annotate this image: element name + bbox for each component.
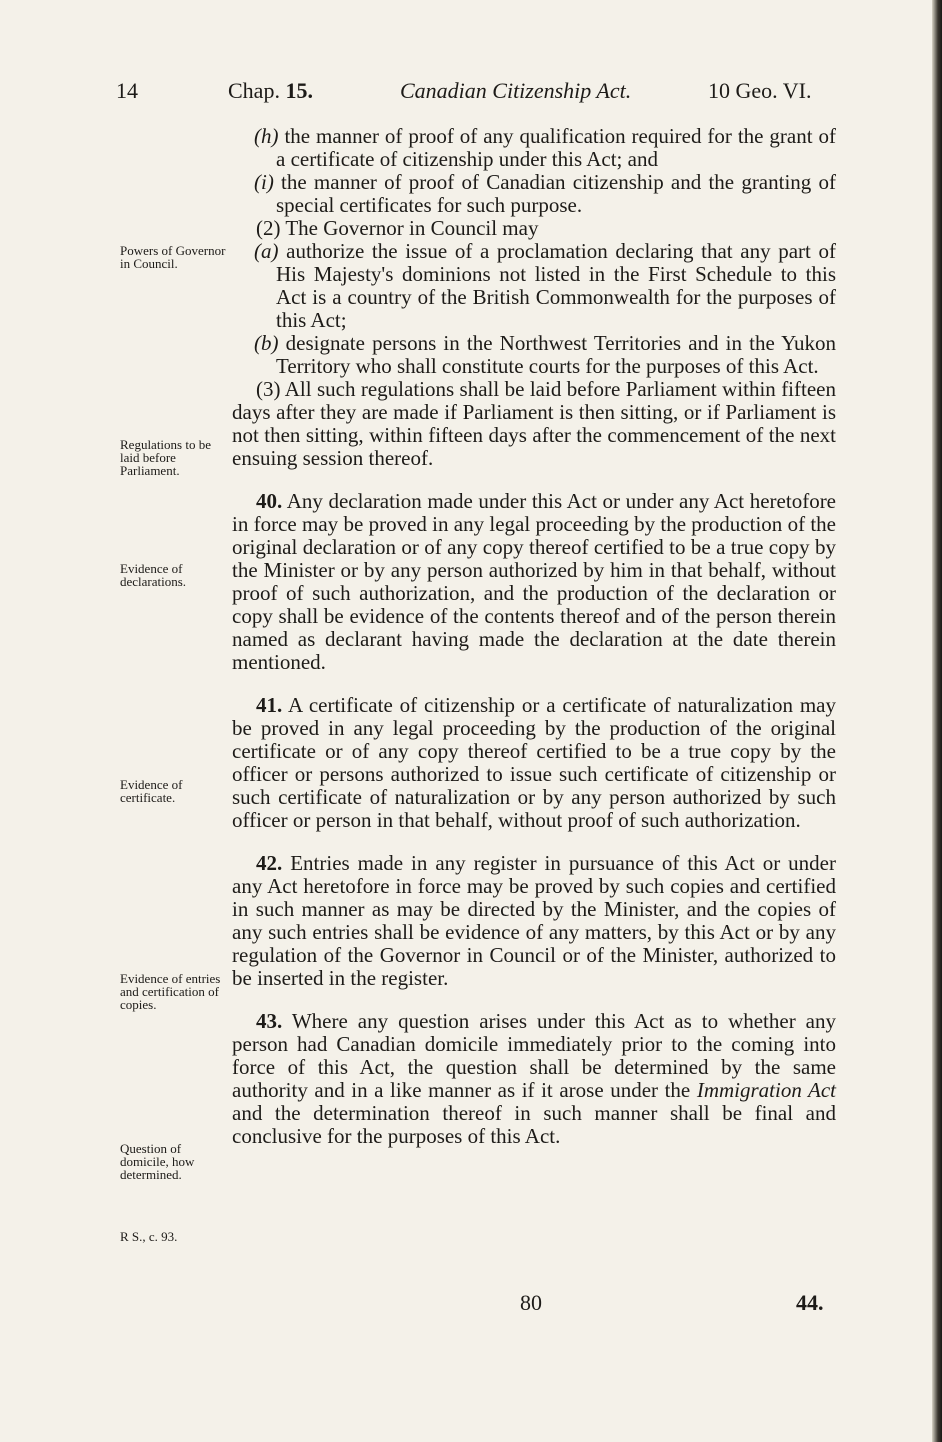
marker-b: (b) bbox=[254, 331, 279, 355]
page-binding-edge bbox=[932, 0, 942, 1442]
subsection-3: (3) All such regulations shall be laid before Parliament within fifteen days after they are made if Parliament is then sitting, or if Parliament is not then sitting, within fifteen days after the commencement of the next ensuing session thereof. bbox=[232, 377, 836, 470]
margin-note-entries: Evidence of entries and certification of copies. bbox=[120, 971, 221, 1012]
marker-a: (a) bbox=[254, 239, 279, 263]
text-h: the manner of proof of any qualification required for the grant of a certificate of citizenship under this Act; and bbox=[276, 124, 836, 171]
paragraph-h bbox=[232, 125, 836, 171]
immigration-act-title: Immigration Act bbox=[696, 1078, 836, 1102]
section-42 bbox=[232, 852, 836, 990]
text-b: designate persons in the Northwest Territories and in the Yukon Territory who shall constitute courts for the purposes of this Act. bbox=[276, 331, 836, 378]
margin-note-regulations: Regulations to be laid before Parliament. bbox=[120, 437, 211, 478]
text-i: the manner of proof of Canadian citizenship and the granting of special certificates for such purpose. bbox=[276, 170, 837, 217]
chapter-word: Chap. bbox=[228, 78, 280, 103]
section-40-number: 40. bbox=[256, 489, 283, 513]
section-41-text: A certificate of citizenship or a certificate of naturalization may be proved in any legal proceeding by the production of the original certificate or of any copy thereof certified to be a true copy by the officer or persons authorized to issue such certificate of citizenship or such certificate of naturalization or by any person authorized by such officer or person in that behalf, without proof of such authorization. bbox=[232, 693, 836, 832]
section-43-text-end: and the determination thereof in such manner shall be final and conclusive for the purposes of this Act. bbox=[232, 1101, 836, 1148]
document-body bbox=[232, 125, 836, 1148]
margin-note-domicile: Question of domicile, how determined. bbox=[120, 1141, 195, 1182]
section-40 bbox=[232, 490, 836, 674]
section-43 bbox=[232, 1010, 836, 1148]
section-41 bbox=[232, 694, 836, 832]
section-40-text: Any declaration made under this Act or under any Act heretofore in force may be proved in any legal proceeding by the production of the original declaration or of any copy thereof certified to be a true copy by the Minister or by any person authorized by him in that behalf, without proof of such authorization, and the production of the declaration or copy shall be evidence of the contents thereof and of the person therein named as declarant having made the declaration at the date therein mentioned. bbox=[232, 489, 837, 674]
paragraph-b bbox=[232, 332, 836, 378]
section-41-number: 41. bbox=[256, 693, 283, 717]
section-42-text: Entries made in any register in pursuance of this Act or under any Act heretofore in force may be proved by such copies and certified in such manner as may be directed by the Minister, and the copies of any such entries shall be evidence of any matters, by this Act or by any regulation of the Governor in Council or of the Minister, authorized to be inserted in the register. bbox=[232, 851, 836, 990]
marker-i: (i) bbox=[254, 170, 274, 194]
margin-note-citation: R S., c. 93. bbox=[120, 1229, 178, 1244]
margin-note-declarations: Evidence of declarations. bbox=[120, 561, 187, 589]
regnal-year: 10 Geo. VI. bbox=[708, 78, 812, 103]
margin-notes bbox=[120, 0, 226, 1442]
section-42-number: 42. bbox=[256, 851, 283, 875]
folio-number: 80 bbox=[520, 1290, 542, 1315]
catchword: 44. bbox=[796, 1290, 824, 1315]
text-a: authorize the issue of a proclamation declaring that any part of His Majesty's dominions not listed in the First Schedule to this Act is a country of the British Commonwealth for the purposes of this Act; bbox=[276, 239, 836, 332]
chapter-label bbox=[228, 78, 313, 104]
paragraph-a bbox=[232, 240, 836, 332]
marker-h: (h) bbox=[254, 124, 279, 148]
margin-note-powers: Powers of Governor in Council. bbox=[120, 243, 226, 271]
paragraph-i bbox=[232, 171, 836, 217]
section-43-number: 43. bbox=[256, 1009, 283, 1033]
act-title: Canadian Citizenship Act. bbox=[400, 78, 632, 103]
section-43-text-start: Where any question arises under this Act as to whether any person had Canadian domicile immediately prior to the coming into force of this Act, the question shall be determined by the same authority and in a like manner as if it arose under the bbox=[232, 1009, 836, 1102]
page-number: 14 bbox=[116, 78, 138, 103]
margin-note-certificate: Evidence of certificate. bbox=[120, 777, 183, 805]
subsection-2: (2) The Governor in Council may bbox=[256, 216, 539, 240]
page-footer bbox=[0, 1290, 942, 1320]
chapter-number: 15. bbox=[285, 78, 313, 103]
